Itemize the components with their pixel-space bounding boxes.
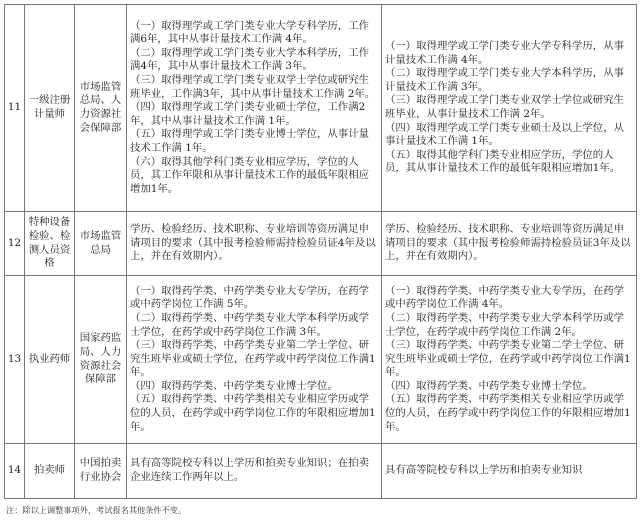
qualification-name: 特种设备检验、检测人员资格 [25,212,75,276]
original-requirements [127,212,382,276]
revised-requirements [382,212,637,276]
issuing-department: 国家药监局、人力资源社会保障部 [75,276,127,444]
requirement-item: （二）取得药学类、中药学类专业大学本科学历或学士学位，在药学或中药学岗位工作满 2年。 [385,311,624,338]
requirement-item: （四）取得药学类、中药学类专业博士学位。 [130,379,338,392]
issuing-department: 中国拍卖行业协会 [75,444,127,499]
table-row [5,276,637,444]
row-number: 14 [5,444,25,499]
requirement-item: （四）取得药学类、中药学类专业博士学位。 [385,379,593,392]
footnote: 注：除以上调整事项外，考试报名其他条件不变。 [6,505,187,515]
requirement-item: （五）取得药学类、中药学类相关专业相应学历或学位的人员，在药学或中药学岗位工作的年限相应增加1年。 [130,393,376,433]
row-number: 11 [5,5,25,212]
issuing-department: 市场监管总局 [75,212,127,276]
requirement-item: 学历、检验经历、技术职称、专业培训等资历满足申请项目的要求（其中报考检验师需持检验员证3年及以上，并在有效期内）。 [385,223,631,263]
requirement-item: （三）取得药学类、中药学类专业第二学士学位、研究生班毕业或硕士学位，在药学或中药学岗位工作满1年。 [385,339,631,379]
requirement-item: （五）取得其他学科门类专业相应学历，学位的人员，其从事计量技术工作的最低年限相应增加1年。 [385,148,621,175]
original-requirements [127,5,382,212]
requirement-item: （一）取得理学或工学门类专业大学专科学历，工作满6年，其中从事计量技术工作满 4年。 [130,19,369,46]
requirement-item: （一）取得药学类、中药学类专业大专学历，在药学或中药学岗位工作满 5年。 [130,284,369,311]
qualification-name: 拍卖师 [25,444,75,499]
revised-requirements [382,5,637,212]
qualification-name: 一级注册计量师 [25,5,75,212]
qualification-name: 执业药师 [25,276,75,444]
issuing-department: 市场监管总局、人力资源社会保障部 [75,5,127,212]
requirement-item: （五）取得理学或工学门类专业博士学位，从事计量技术工作满 1年。 [130,128,369,154]
table-row [5,444,637,499]
requirement-item: （三）取得药学类、中药学类专业第二学士学位、研究生班毕业或硕士学位，在药学或中药学岗位工作满1年。 [130,339,376,379]
revised-requirements [382,444,637,499]
requirement-item: （六）取得其他学科门类专业相应学历，学位的人员，其工作年限和从事计量技术工作的最低年限相应增加1年。 [130,155,369,195]
original-requirements [127,276,382,444]
requirement-item: （五）取得药学类、中药学类相关专业相应学历或学位的人员，在药学或中药学岗位工作的年限相应增加1年。 [385,393,631,433]
table-row [5,212,637,276]
requirement-item: （三）取得理学或工学门类专业双学士学位或研究生班毕业，从事计量技术工作满 2年。 [385,94,624,120]
requirement-item: （二）取得药学类、中药学类专业大学本科学历或学士学位，在药学或中药学岗位工作满 3年。 [130,311,369,338]
requirement-item: 具有高等院校专科以上学历和拍卖专业知识；在拍卖企业连续工作两年以上。 [130,457,369,483]
table-row [5,5,637,212]
requirements-document [4,4,636,499]
requirement-item: （一）取得理学或工学门类专业大学专科学历，从事计量技术工作满 4年。 [385,40,624,66]
requirements-table [4,4,637,499]
requirement-item: （二）取得理学或工学门类专业大学本科学历，工作满4年，其中从事计量技术工作满 3年。 [130,46,369,73]
requirement-item: （四）取得理学或工学门类专业硕士及以上学位，从事计量技术工作满 1年。 [385,121,624,148]
requirement-item: （一）取得药学类、中药学类专业大专学历，在药学或中药学岗位工作满 4年。 [385,284,624,311]
revised-requirements [382,276,637,444]
requirement-item: （四）取得理学或工学门类专业硕士学位，工作满2年，其中从事计量技术工作满 1年。 [130,101,366,127]
original-requirements [127,444,382,499]
row-number: 12 [5,212,25,276]
row-number: 13 [5,276,25,444]
requirement-item: 学历、检验经历、技术职称、专业培训等资历满足申请项目的要求（其中报考检验师需持检验员证4年及以上，并在有效期内）。 [130,223,376,263]
requirement-item: （二）取得理学或工学门类专业大学本科学历，从事计量技术工作满 3年。 [385,67,624,93]
requirement-item: （三）取得理学或工学门类专业双学士学位或研究生班毕业，工作满3年，其中从事计量技术工作满 2年。 [130,74,376,100]
requirement-item: 具有高等院校专科以上学历和拍卖专业知识 [385,464,583,477]
